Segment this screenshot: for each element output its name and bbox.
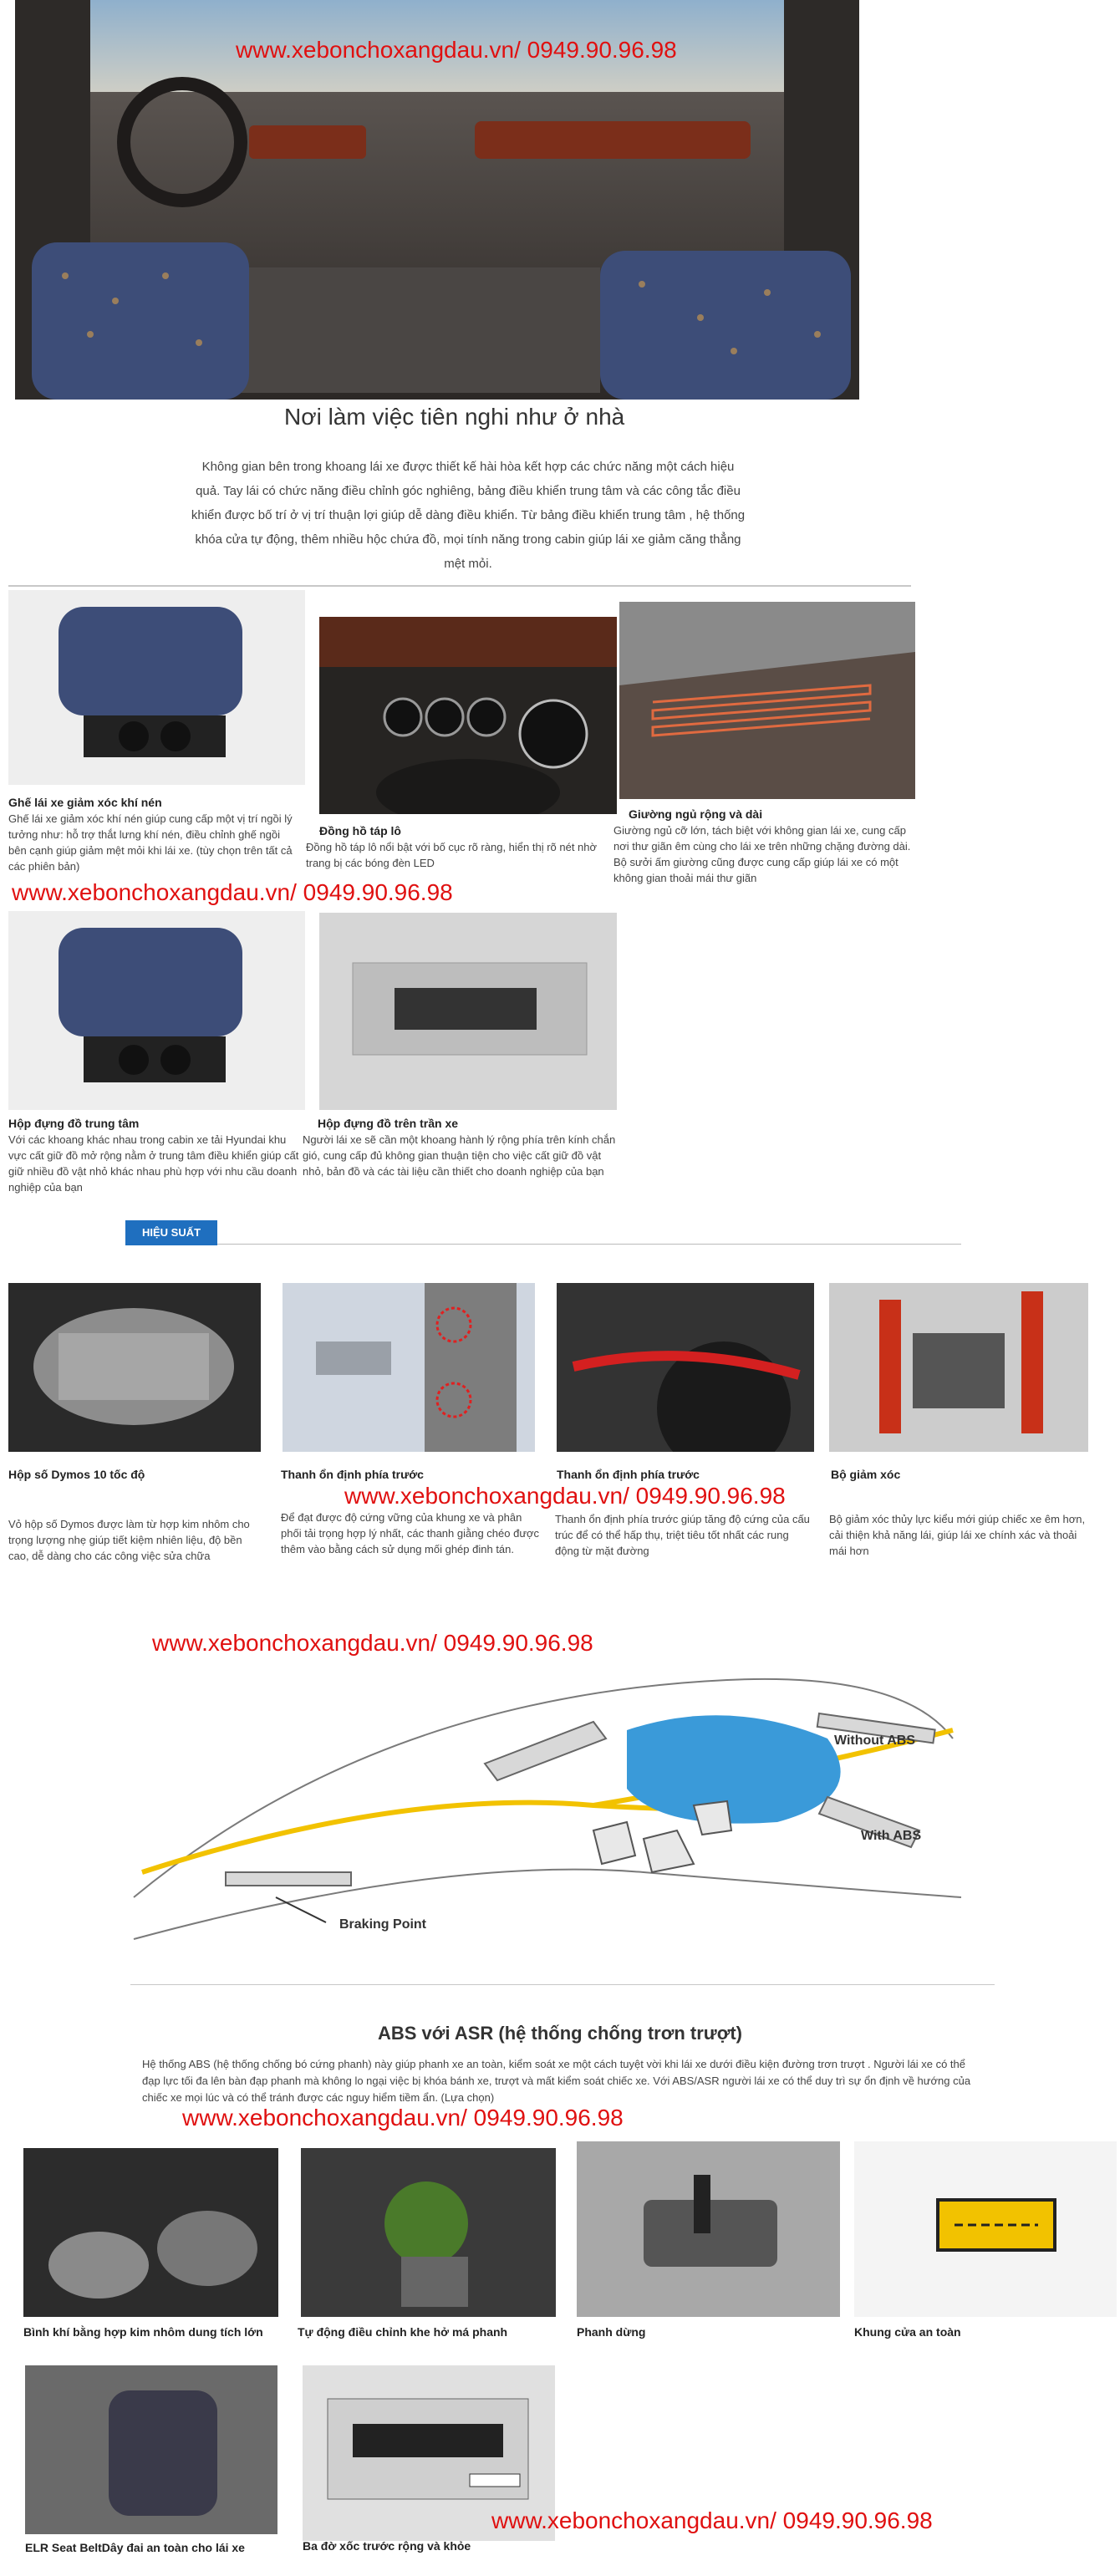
- watermark: www.xebonchoxangdau.vn/ 0949.90.96.98: [236, 37, 677, 63]
- watermark: www.xebonchoxangdau.vn/ 0949.90.96.98: [182, 2105, 624, 2131]
- seat-belt-photo: [25, 2365, 277, 2534]
- stabilizer-bar-photo: [557, 1283, 814, 1452]
- frame-brace-photo: [283, 1283, 535, 1452]
- perf-title: Hộp số Dymos 10 tốc độ: [8, 1468, 145, 1481]
- watermark: www.xebonchoxangdau.vn/ 0949.90.96.98: [344, 1483, 786, 1509]
- perf-desc: Để đạt được độ cứng vững của khung xe và phân phối tải trọng hợp lý nhất, các thanh giằng chéo được thêm vào bằng cách sử dụng mối ghép đinh tán.: [281, 1511, 540, 1555]
- parking-brake-photo: [577, 2141, 840, 2317]
- without-abs-label: Without ABS: [834, 1733, 916, 1748]
- dashboard-gauge-photo: [319, 617, 617, 814]
- perf-title: Thanh ổn định phía trước: [557, 1468, 700, 1481]
- air-seat-photo: [8, 590, 305, 785]
- gearbox-photo: [8, 1283, 261, 1452]
- watermark: www.xebonchoxangdau.vn/ 0949.90.96.98: [12, 879, 453, 905]
- with-abs-label: With ABS: [861, 1829, 922, 1843]
- safe-door-frame-photo: [854, 2141, 1117, 2317]
- safety-title: Bình khí bằng hợp kim nhôm dung tích lớn: [23, 2325, 263, 2339]
- feature-desc: Đồng hồ táp lô nổi bật với bố cục rõ ràng, hiển thị rõ nét nhờ trang bị các bóng đèn LED: [306, 841, 598, 869]
- divider: [130, 1984, 995, 1985]
- center-storage-photo: [8, 911, 305, 1110]
- perf-title: Bộ giảm xóc: [831, 1468, 901, 1481]
- divider: [8, 585, 911, 587]
- feature-desc: Với các khoang khác nhau trong cabin xe tải Hyundai khu vực cất giữ đồ mở rộng nằm ở trung tâm điều khiển giúp cất giữ nhiều đồ vật nhỏ khác nhau phù hợp với nhu cầu doanh nghiệp của bạn: [8, 1133, 299, 1194]
- perf-desc: Thanh ổn định phía trước giúp tăng độ cứng của cấu trúc để có thể hấp thụ, triệt tiêu tốt nhất các rung động từ mặt đường: [555, 1513, 810, 1557]
- feature-desc: Người lái xe sẽ cần một khoang hành lý rộng phía trên kính chắn gió, cung cấp đủ không gian thuận tiện cho việc cất giữ đồ vật nhỏ, bản đồ và các tài liệu cần thiết cho doanh nghiệp của bạn: [303, 1133, 616, 1178]
- feature-desc: Giường ngủ cỡ lớn, tách biệt với không gian lái xe, cung cấp nơi thư giãn êm cùng cho lái xe trên những chặng đường dài. Bộ sưởi ấm giường cũng được cung cấp giúp lái xe có một không gian thoải mái thư giãn: [613, 824, 911, 884]
- perf-title: Thanh ổn định phía trước: [281, 1468, 424, 1481]
- perf-desc: Vỏ hộp số Dymos được làm từ hợp kim nhôm cho trọng lượng nhẹ giúp tiết kiệm nhiên liệu, độ bền cao, dễ dàng cho các công việc sửa chữa: [8, 1518, 250, 1562]
- feature-title: Ghế lái xe giảm xóc khí nén: [8, 796, 162, 809]
- shock-absorber-photo: [829, 1283, 1088, 1452]
- feature-title: Đồng hồ táp lô: [319, 824, 401, 837]
- overhead-storage-photo: [319, 913, 617, 1110]
- safety-title: ELR Seat BeltDây đai an toàn cho lái xe: [25, 2541, 245, 2554]
- air-tank-photo: [23, 2148, 278, 2317]
- performance-section-tab: [125, 1220, 217, 1245]
- abs-diagram: [125, 1663, 978, 1947]
- feature-desc: Ghế lái xe giảm xóc khí nén giúp cung cấp một vị trí ngồi lý tưởng như: hỗ trợ thắt lưng khí nén, điều chỉnh ghế ngồi bên cạnh giúp giảm mệt mỏi khi lái xe. (tùy chọn trên tất cả các phiên bản): [8, 812, 293, 873]
- braking-point-label: Braking Point: [339, 1917, 427, 1932]
- watermark: www.xebonchoxangdau.vn/ 0949.90.96.98: [152, 1630, 593, 1656]
- performance-section-label: HIỆU SUẤT: [142, 1226, 201, 1239]
- watermark: www.xebonchoxangdau.vn/ 0949.90.96.98: [491, 2507, 933, 2533]
- safety-title: Ba đờ xốc trước rộng và khỏe: [303, 2539, 471, 2553]
- safety-title: Phanh dừng: [577, 2325, 646, 2339]
- safety-title: Khung cửa an toàn: [854, 2325, 961, 2339]
- abs-section-title: ABS với ASR (hệ thống chống trơn trượt): [378, 2023, 743, 2044]
- feature-title: Hộp đựng đồ trung tâm: [8, 1117, 140, 1130]
- feature-title: Giường ngủ rộng và dài: [629, 807, 763, 821]
- cabin-section-title: Nơi làm việc tiên nghi như ở nhà: [284, 404, 625, 430]
- safety-title: Tự động điều chỉnh khe hở má phanh: [298, 2325, 508, 2339]
- feature-title: Hộp đựng đồ trên trần xe: [318, 1117, 459, 1130]
- abs-paragraph: Hệ thống ABS (hệ thống chống bó cứng phanh) này giúp phanh xe an toàn, kiểm soát xe một cách tuyệt vời khi lái xe dưới điều kiện đường trơn trượt . Người lái xe có thể đạp lực tối đa lên bàn đạp phanh mà không lo ngại việc bị khóa bánh xe, trượt và mất kiểm soát chiếc xe. Với ABS/ASR người lái xe có thể duy trì sự ổn định về hướng của chiếc xe mọi lúc và có thể tránh được các nguy hiểm tiềm ẩn. (Lựa chọn): [142, 2058, 971, 2104]
- perf-desc: Bộ giảm xóc thủy lực kiểu mới giúp chiếc xe êm hơn, cải thiện khả năng lái, giúp lái xe chính xác và thoải mái hơn: [829, 1513, 1086, 1557]
- brake-adjuster-photo: [301, 2148, 556, 2317]
- cabin-paragraph: Không gian bên trong khoang lái xe được thiết kế hài hòa kết hợp các chức năng một cách hiệu quả. Tay lái có chức năng điều chỉnh góc nghiêng, bảng điều khiển trung tâm và các công tắc điều khiển được bố trí ở vị trí thuận lợi giúp dễ dàng điều khiển. Từ bảng điều khiển trung tâm , hệ thống khóa cửa tự động, thêm nhiều hộc chứa đồ, mọi tính năng trong cabin giúp lái xe giảm căng thẳng mệt mỏi.: [191, 460, 746, 571]
- performance-section-rule: [125, 1244, 961, 1245]
- sleeper-bed-photo: [619, 602, 915, 799]
